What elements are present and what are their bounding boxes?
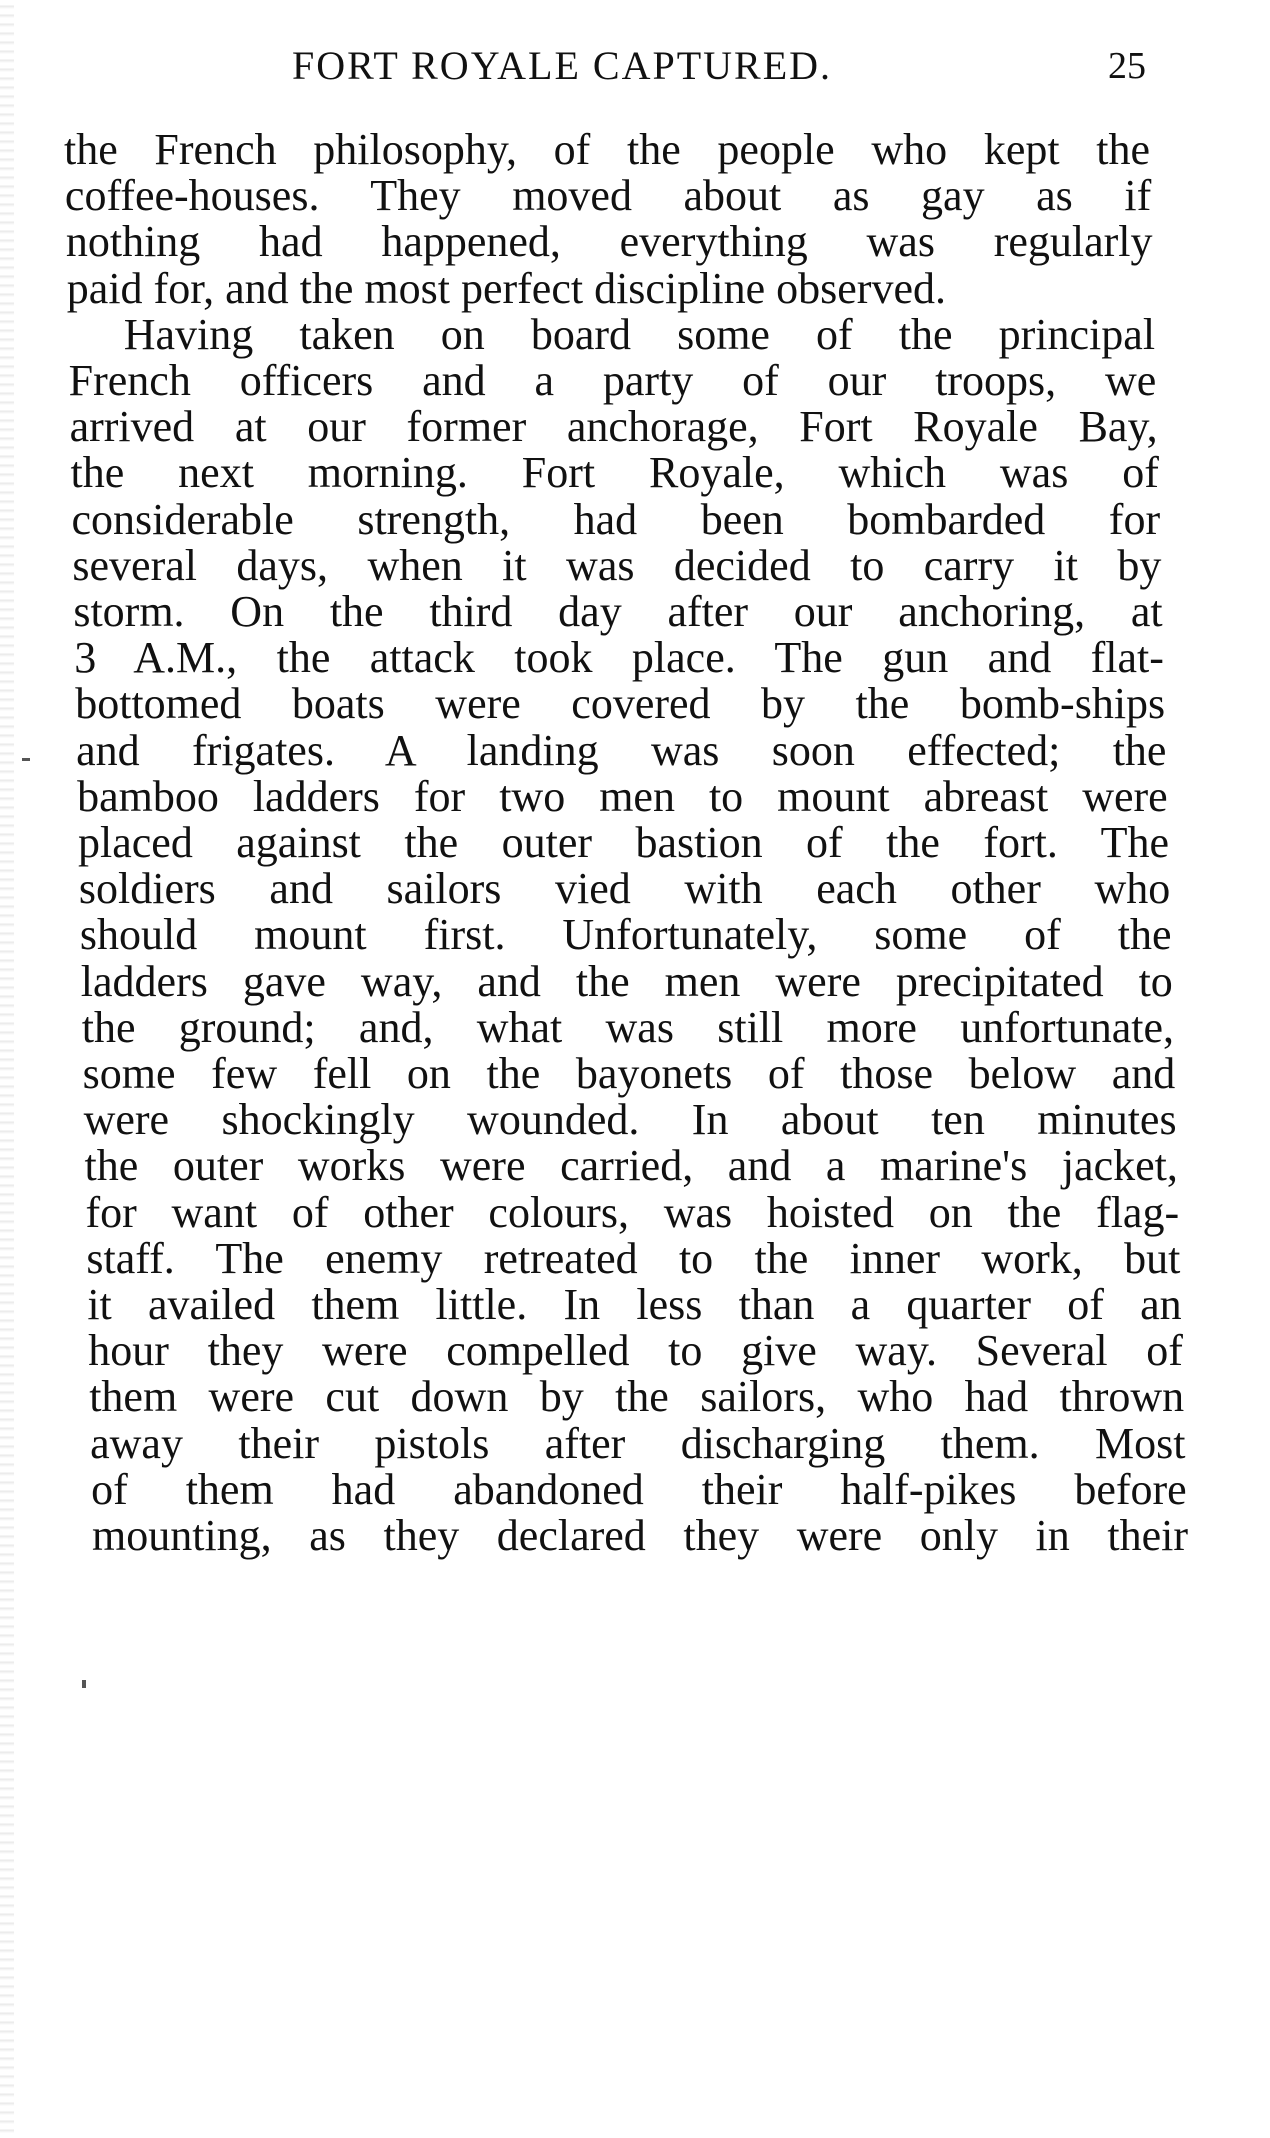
text-line: storm. On the third day after our anchoring, at: [73, 587, 1163, 636]
stray-mark: [82, 1680, 86, 1688]
text-line: several days, when it was decided to carry it by: [72, 540, 1162, 590]
text-line: coffee-houses. They moved about as gay as if: [64, 171, 1152, 221]
text-line: the ground; and, what was still more unfortunate,: [81, 1002, 1175, 1052]
text-line: soldiers and sailors vied with each other who: [78, 864, 1171, 914]
text-line: should mount first. Unfortunately, some of the: [79, 910, 1172, 960]
text-line: arrived at our former anchorage, Fort Royale Bay,: [69, 402, 1158, 452]
text-line: considerable strength, had been bombarded for: [71, 494, 1161, 544]
text-line: nothing had happened, everything was regularly: [65, 217, 1153, 267]
text-line: them were cut down by the sailors, who had thrown: [89, 1372, 1185, 1422]
text-line: 3 A.M., the attack took place. The gun and flat-: [74, 633, 1164, 683]
text-line: the outer works were carried, and a marine's jacket,: [84, 1141, 1178, 1191]
text-line: hour they were compelled to give way. Several of: [88, 1326, 1183, 1376]
text-line: paid for, and the most perfect discipline observed.: [66, 263, 946, 313]
text-line: mounting, as they declared they were only in their: [92, 1511, 1188, 1560]
text-line: bamboo ladders for two men to mount abreast were: [77, 771, 1168, 821]
text-line: French officers and a party of our troops, we: [68, 356, 1157, 405]
page-gutter-edge: [0, 0, 14, 2138]
text-line: the next morning. Fort Royale, which was of: [70, 448, 1159, 498]
text-line: were shockingly wounded. In about ten minutes: [83, 1095, 1177, 1145]
text-line: some few fell on the bayonets of those below and: [82, 1049, 1176, 1098]
text-line: ladders gave way, and the men were precipitated to: [80, 956, 1173, 1006]
text-line: for want of other colours, was hoisted on the flag-: [85, 1187, 1180, 1237]
text-line: it availed them little. In less than a quarter of an: [87, 1280, 1182, 1329]
text-line: bottomed boats were covered by the bomb-ships: [75, 679, 1166, 729]
text-line: placed against the outer bastion of the fort. The: [78, 818, 1169, 867]
chapter-running-title: FORT ROYALE CAPTURED.: [292, 43, 833, 88]
page-number: 25: [1108, 45, 1146, 87]
running-head: [0, 40, 1270, 100]
text-line: and frigates. A landing was soon effected; the: [76, 725, 1167, 775]
text-line: staff. The enemy retreated to the inner work, but: [86, 1233, 1181, 1283]
text-line: away their pistols after discharging them. Most: [90, 1418, 1186, 1468]
stray-mark: [22, 758, 30, 761]
text-line: the French philosophy, of the people who kept the: [64, 125, 1150, 174]
text-line: of them had abandoned their half-pikes before: [91, 1464, 1187, 1514]
text-line: Having taken on board some of the principal: [123, 309, 1156, 359]
